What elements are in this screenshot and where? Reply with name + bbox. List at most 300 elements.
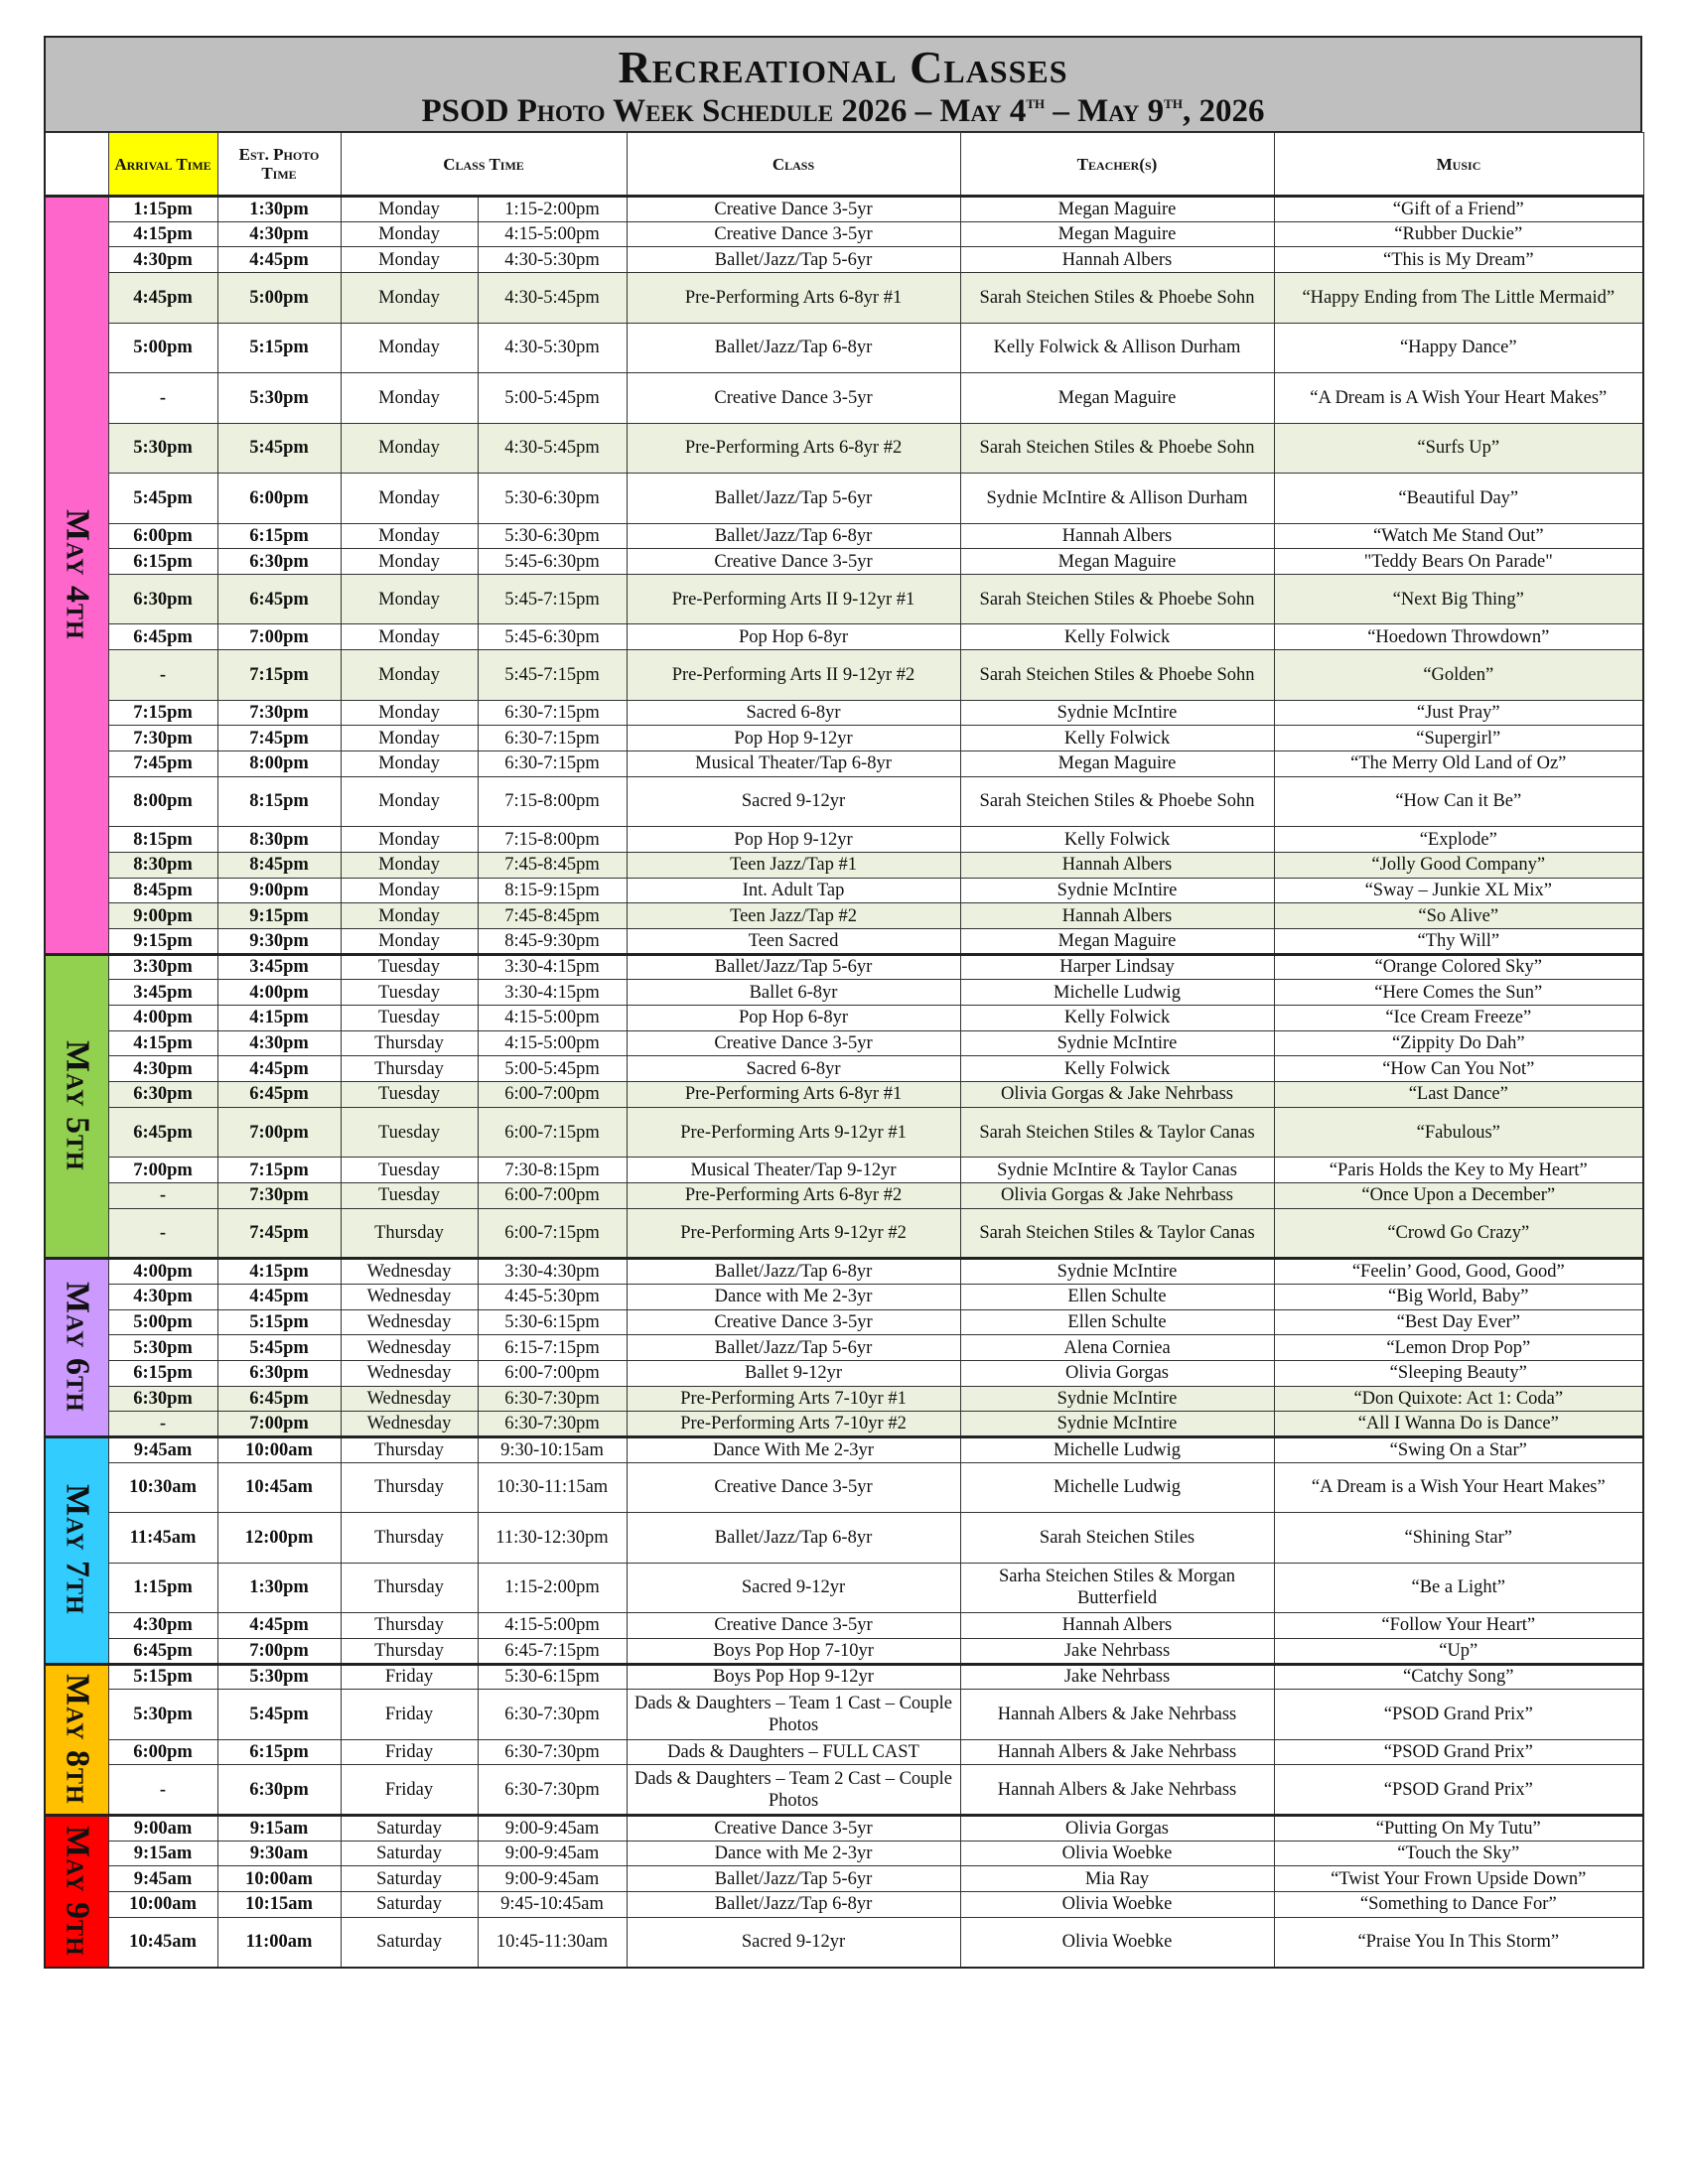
arrival-time-cell: - [108,1208,217,1259]
music-cell: “Rubber Duckie” [1274,221,1643,247]
teacher-cell: Sydnie McIntire [960,700,1274,726]
table-row [45,624,1643,650]
class-name-cell: Pre-Performing Arts 6-8yr #2 [627,1182,960,1208]
arrival-time-cell: 4:00pm [108,1006,217,1031]
weekday-cell: Thursday [341,1563,478,1613]
arrival-time-cell: 6:30pm [108,1082,217,1108]
music-cell: “Follow Your Heart” [1274,1613,1643,1639]
teacher-cell: Sydnie McIntire [960,878,1274,903]
music-cell: “The Merry Old Land of Oz” [1274,751,1643,777]
weekday-cell: Friday [341,1664,478,1690]
class-time-cell: 1:15-2:00pm [478,197,627,222]
photo-time-cell: 8:15pm [217,776,341,827]
photo-time-cell: 6:45pm [217,574,341,624]
table-row [45,1891,1643,1917]
table-row [45,1006,1643,1031]
arrival-time-cell: 9:00am [108,1815,217,1841]
table-row [45,1513,1643,1564]
weekday-cell: Wednesday [341,1386,478,1412]
weekday-cell: Saturday [341,1891,478,1917]
class-time-cell: 5:00-5:45pm [478,373,627,424]
table-row [45,954,1643,980]
photo-time-cell: 4:45pm [217,1284,341,1309]
photo-time-cell: 4:15pm [217,1259,341,1285]
teacher-cell: Hannah Albers & Jake Nehrbass [960,1690,1274,1740]
photo-time-cell: 7:45pm [217,1208,341,1259]
table-row [45,373,1643,424]
teacher-cell: Sarah Steichen Stiles & Phoebe Sohn [960,423,1274,474]
teacher-cell: Hannah Albers [960,523,1274,549]
weekday-cell: Tuesday [341,1006,478,1031]
music-cell: “Happy Dance” [1274,323,1643,373]
arrival-time-cell: 4:30pm [108,247,217,273]
class-name-cell: Pre-Performing Arts II 9-12yr #1 [627,574,960,624]
class-time-cell: 9:30-10:15am [478,1436,627,1462]
arrival-time-cell: 6:45pm [108,1638,217,1664]
header-class-time: Class Time [341,133,627,197]
class-time-cell: 5:45-7:15pm [478,650,627,701]
music-cell: “Last Dance” [1274,1082,1643,1108]
teacher-cell: Sydnie McIntire & Allison Durham [960,474,1274,524]
music-cell: “Sleeping Beauty” [1274,1360,1643,1386]
table-row [45,1208,1643,1259]
header-arrival-time: Arrival Time [108,133,217,197]
teacher-cell: Megan Maguire [960,373,1274,424]
music-cell: “How Can it Be” [1274,776,1643,827]
class-time-cell: 5:30-6:30pm [478,474,627,524]
music-cell: “Explode” [1274,827,1643,853]
teacher-cell: Megan Maguire [960,221,1274,247]
photo-time-cell: 7:30pm [217,700,341,726]
music-cell: “Twist Your Frown Upside Down” [1274,1866,1643,1892]
page-title: Recreational Classes [618,42,1068,92]
class-name-cell: Ballet 6-8yr [627,980,960,1006]
music-cell: “Praise You In This Storm” [1274,1917,1643,1968]
class-time-cell: 5:30-6:30pm [478,523,627,549]
table-row [45,1462,1643,1513]
music-cell: “Big World, Baby” [1274,1284,1643,1309]
table-row [45,1030,1643,1056]
arrival-time-cell: 5:15pm [108,1664,217,1690]
class-name-cell: Ballet/Jazz/Tap 6-8yr [627,523,960,549]
class-name-cell: Teen Jazz/Tap #2 [627,903,960,929]
weekday-cell: Monday [341,726,478,751]
table-row [45,221,1643,247]
arrival-time-cell: 4:15pm [108,221,217,247]
class-time-cell: 5:45-6:30pm [478,624,627,650]
photo-time-cell: 4:15pm [217,1006,341,1031]
weekday-cell: Thursday [341,1056,478,1082]
teacher-cell: Mia Ray [960,1866,1274,1892]
table-row [45,1360,1643,1386]
weekday-cell: Saturday [341,1866,478,1892]
header-teachers: Teacher(s) [960,133,1274,197]
weekday-cell: Monday [341,474,478,524]
arrival-time-cell: 6:45pm [108,624,217,650]
arrival-time-cell: 8:45pm [108,878,217,903]
music-cell: “Supergirl” [1274,726,1643,751]
class-time-cell: 6:30-7:30pm [478,1765,627,1816]
music-cell: “Touch the Sky” [1274,1841,1643,1866]
subtitle-sup-2: th [1164,92,1183,112]
photo-time-cell: 5:00pm [217,273,341,324]
arrival-time-cell: 1:15pm [108,197,217,222]
music-cell: “Best Day Ever” [1274,1309,1643,1335]
class-name-cell: Creative Dance 3-5yr [627,1030,960,1056]
photo-time-cell: 9:30pm [217,928,341,954]
table-row [45,776,1643,827]
music-cell: “Happy Ending from The Little Mermaid” [1274,273,1643,324]
table-row [45,323,1643,373]
music-cell: “Zippity Do Dah” [1274,1030,1643,1056]
class-time-cell: 5:45-6:30pm [478,549,627,575]
arrival-time-cell: 7:15pm [108,700,217,726]
photo-time-cell: 5:45pm [217,423,341,474]
class-time-cell: 8:45-9:30pm [478,928,627,954]
table-row [45,1309,1643,1335]
music-cell: “Fabulous” [1274,1107,1643,1158]
arrival-time-cell: 7:30pm [108,726,217,751]
teacher-cell: Kelly Folwick [960,1056,1274,1082]
arrival-time-cell: 4:30pm [108,1613,217,1639]
table-row [45,574,1643,624]
class-time-cell: 6:45-7:15pm [478,1638,627,1664]
arrival-time-cell: 10:45am [108,1917,217,1968]
weekday-cell: Monday [341,928,478,954]
music-cell: “Lemon Drop Pop” [1274,1335,1643,1361]
day-label-cell [45,1664,108,1815]
arrival-time-cell: 7:00pm [108,1158,217,1183]
weekday-cell: Tuesday [341,1082,478,1108]
music-cell: “Ice Cream Freeze” [1274,1006,1643,1031]
teacher-cell: Sydnie McIntire [960,1386,1274,1412]
photo-time-cell: 6:30pm [217,1360,341,1386]
class-time-cell: 6:30-7:15pm [478,726,627,751]
photo-time-cell: 5:45pm [217,1335,341,1361]
teacher-cell: Alena Corniea [960,1335,1274,1361]
class-time-cell: 11:30-12:30pm [478,1513,627,1564]
music-cell: “This is My Dream” [1274,247,1643,273]
arrival-time-cell: 9:45am [108,1866,217,1892]
music-cell: “Once Upon a December” [1274,1182,1643,1208]
music-cell: “PSOD Grand Prix” [1274,1739,1643,1765]
title-banner [44,36,1642,132]
class-name-cell: Ballet/Jazz/Tap 6-8yr [627,1891,960,1917]
photo-time-cell: 7:00pm [217,1107,341,1158]
table-row [45,1107,1643,1158]
weekday-cell: Monday [341,273,478,324]
class-name-cell: Teen Jazz/Tap #1 [627,852,960,878]
class-name-cell: Int. Adult Tap [627,878,960,903]
arrival-time-cell: 10:30am [108,1462,217,1513]
music-cell: “PSOD Grand Prix” [1274,1765,1643,1816]
class-name-cell: Sacred 9-12yr [627,776,960,827]
table-row [45,1386,1643,1412]
teacher-cell: Kelly Folwick [960,726,1274,751]
arrival-time-cell: 8:30pm [108,852,217,878]
photo-time-cell: 4:45pm [217,1056,341,1082]
table-row [45,197,1643,222]
arrival-time-cell: 4:15pm [108,1030,217,1056]
day-label-cell [45,1436,108,1664]
photo-time-cell: 9:15pm [217,903,341,929]
table-row [45,827,1643,853]
music-cell: “Don Quixote: Act 1: Coda” [1274,1386,1643,1412]
class-name-cell: Dads & Daughters – FULL CAST [627,1739,960,1765]
schedule-table [44,132,1644,1969]
class-time-cell: 4:30-5:45pm [478,423,627,474]
class-name-cell: Creative Dance 3-5yr [627,549,960,575]
table-row [45,1259,1643,1285]
music-cell: “A Dream is A Wish Your Heart Makes” [1274,373,1643,424]
table-row [45,1412,1643,1437]
arrival-time-cell: 5:00pm [108,323,217,373]
weekday-cell: Monday [341,373,478,424]
class-time-cell: 5:00-5:45pm [478,1056,627,1082]
weekday-cell: Thursday [341,1462,478,1513]
day-label-cell [45,1815,108,1967]
weekday-cell: Monday [341,624,478,650]
arrival-time-cell: - [108,1182,217,1208]
photo-time-cell: 5:30pm [217,1664,341,1690]
weekday-cell: Saturday [341,1917,478,1968]
music-cell: “PSOD Grand Prix” [1274,1690,1643,1740]
class-name-cell: Pre-Performing Arts 9-12yr #1 [627,1107,960,1158]
photo-time-cell: 1:30pm [217,197,341,222]
music-cell: “A Dream is a Wish Your Heart Makes” [1274,1462,1643,1513]
class-name-cell: Sacred 9-12yr [627,1917,960,1968]
photo-time-cell: 1:30pm [217,1563,341,1613]
class-name-cell: Ballet/Jazz/Tap 5-6yr [627,954,960,980]
table-row [45,273,1643,324]
class-time-cell: 6:30-7:30pm [478,1386,627,1412]
day-label: May 6th [59,1282,96,1413]
arrival-time-cell: 9:45am [108,1436,217,1462]
photo-time-cell: 6:30pm [217,549,341,575]
table-row [45,1638,1643,1664]
weekday-cell: Monday [341,523,478,549]
arrival-time-cell: 6:15pm [108,549,217,575]
class-time-cell: 8:15-9:15pm [478,878,627,903]
table-row [45,523,1643,549]
teacher-cell: Olivia Gorgas & Jake Nehrbass [960,1082,1274,1108]
class-name-cell: Boys Pop Hop 7-10yr [627,1638,960,1664]
teacher-cell: Sarah Steichen Stiles & Phoebe Sohn [960,574,1274,624]
weekday-cell: Thursday [341,1030,478,1056]
class-time-cell: 6:00-7:00pm [478,1360,627,1386]
weekday-cell: Thursday [341,1513,478,1564]
day-label: May 5th [59,1040,96,1171]
photo-time-cell: 4:30pm [217,1030,341,1056]
photo-time-cell: 4:45pm [217,1613,341,1639]
class-time-cell: 6:00-7:00pm [478,1182,627,1208]
class-name-cell: Pre-Performing Arts 6-8yr #2 [627,423,960,474]
photo-time-cell: 8:00pm [217,751,341,777]
class-name-cell: Dance with Me 2-3yr [627,1841,960,1866]
teacher-cell: Hannah Albers [960,1613,1274,1639]
class-time-cell: 10:30-11:15am [478,1462,627,1513]
photo-time-cell: 8:45pm [217,852,341,878]
class-name-cell: Pre-Performing Arts 6-8yr #1 [627,273,960,324]
music-cell: “Watch Me Stand Out” [1274,523,1643,549]
class-time-cell: 4:30-5:30pm [478,323,627,373]
class-name-cell: Pre-Performing Arts 7-10yr #2 [627,1412,960,1437]
table-row [45,1866,1643,1892]
table-row [45,1056,1643,1082]
table-row [45,726,1643,751]
class-name-cell: Pop Hop 9-12yr [627,726,960,751]
arrival-time-cell: 4:30pm [108,1056,217,1082]
weekday-cell: Monday [341,903,478,929]
teacher-cell: Megan Maguire [960,751,1274,777]
weekday-cell: Wednesday [341,1259,478,1285]
day-label-cell [45,954,108,1259]
weekday-cell: Tuesday [341,1107,478,1158]
class-name-cell: Musical Theater/Tap 9-12yr [627,1158,960,1183]
table-row [45,1664,1643,1690]
teacher-cell: Hannah Albers [960,852,1274,878]
weekday-cell: Monday [341,221,478,247]
arrival-time-cell: 10:00am [108,1891,217,1917]
table-row [45,903,1643,929]
weekday-cell: Monday [341,247,478,273]
teacher-cell: Sarah Steichen Stiles & Phoebe Sohn [960,273,1274,324]
teacher-cell: Sydnie McIntire & Taylor Canas [960,1158,1274,1183]
weekday-cell: Monday [341,197,478,222]
teacher-cell: Kelly Folwick [960,827,1274,853]
teacher-cell: Kelly Folwick [960,1006,1274,1031]
teacher-cell: Olivia Gorgas & Jake Nehrbass [960,1182,1274,1208]
music-cell: “Sway – Junkie XL Mix” [1274,878,1643,903]
teacher-cell: Hannah Albers [960,247,1274,273]
day-label: May 4th [59,508,96,640]
weekday-cell: Friday [341,1739,478,1765]
teacher-cell: Olivia Woebke [960,1841,1274,1866]
table-row [45,1739,1643,1765]
arrival-time-cell: - [108,1765,217,1816]
teacher-cell: Hannah Albers & Jake Nehrbass [960,1739,1274,1765]
table-row [45,1841,1643,1866]
table-row [45,980,1643,1006]
arrival-time-cell: 8:15pm [108,827,217,853]
photo-time-cell: 6:45pm [217,1082,341,1108]
class-time-cell: 5:45-7:15pm [478,574,627,624]
table-row [45,1284,1643,1309]
class-time-cell: 3:30-4:30pm [478,1259,627,1285]
photo-time-cell: 7:00pm [217,624,341,650]
class-name-cell: Musical Theater/Tap 6-8yr [627,751,960,777]
photo-time-cell: 7:45pm [217,726,341,751]
arrival-time-cell: 5:45pm [108,474,217,524]
weekday-cell: Tuesday [341,1182,478,1208]
teacher-cell: Jake Nehrbass [960,1638,1274,1664]
table-row [45,474,1643,524]
teacher-cell: Michelle Ludwig [960,1462,1274,1513]
page-subtitle [46,93,1640,129]
arrival-time-cell: 6:45pm [108,1107,217,1158]
class-name-cell: Pre-Performing Arts 9-12yr #2 [627,1208,960,1259]
teacher-cell: Sarha Steichen Stiles & Morgan Butterfield [960,1563,1274,1613]
class-time-cell: 6:30-7:30pm [478,1690,627,1740]
arrival-time-cell: 9:15pm [108,928,217,954]
photo-time-cell: 6:00pm [217,474,341,524]
class-time-cell: 7:15-8:00pm [478,827,627,853]
subtitle-end: , 2026 [1182,93,1265,129]
class-time-cell: 10:45-11:30am [478,1917,627,1968]
class-name-cell: Creative Dance 3-5yr [627,221,960,247]
photo-time-cell: 3:45pm [217,954,341,980]
weekday-cell: Wednesday [341,1335,478,1361]
music-cell: “Golden” [1274,650,1643,701]
photo-time-cell: 5:30pm [217,373,341,424]
teacher-cell: Harper Lindsay [960,954,1274,980]
table-row [45,1335,1643,1361]
arrival-time-cell: 9:15am [108,1841,217,1866]
class-name-cell: Creative Dance 3-5yr [627,197,960,222]
class-name-cell: Creative Dance 3-5yr [627,1309,960,1335]
teacher-cell: Megan Maguire [960,549,1274,575]
music-cell: "Teddy Bears On Parade" [1274,549,1643,575]
teacher-cell: Megan Maguire [960,928,1274,954]
arrival-time-cell: 4:45pm [108,273,217,324]
weekday-cell: Monday [341,776,478,827]
class-time-cell: 6:30-7:30pm [478,1412,627,1437]
photo-time-cell: 4:45pm [217,247,341,273]
music-cell: “Jolly Good Company” [1274,852,1643,878]
header-class: Class [627,133,960,197]
table-row [45,1613,1643,1639]
photo-time-cell: 10:00am [217,1436,341,1462]
arrival-time-cell: 4:30pm [108,1284,217,1309]
photo-time-cell: 5:15pm [217,1309,341,1335]
weekday-cell: Monday [341,878,478,903]
music-cell: “Beautiful Day” [1274,474,1643,524]
teacher-cell: Michelle Ludwig [960,980,1274,1006]
class-name-cell: Creative Dance 3-5yr [627,373,960,424]
arrival-time-cell: 11:45am [108,1513,217,1564]
arrival-time-cell: - [108,1412,217,1437]
teacher-cell: Sarah Steichen Stiles & Phoebe Sohn [960,650,1274,701]
day-label: May 8th [59,1673,96,1805]
weekday-cell: Thursday [341,1436,478,1462]
arrival-time-cell: 3:30pm [108,954,217,980]
photo-time-cell: 9:30am [217,1841,341,1866]
table-row [45,1917,1643,1968]
class-name-cell: Ballet/Jazz/Tap 5-6yr [627,1335,960,1361]
music-cell: “Up” [1274,1638,1643,1664]
class-time-cell: 7:30-8:15pm [478,1158,627,1183]
photo-time-cell: 7:30pm [217,1182,341,1208]
arrival-time-cell: 8:00pm [108,776,217,827]
class-name-cell: Dance With Me 2-3yr [627,1436,960,1462]
class-name-cell: Ballet 9-12yr [627,1360,960,1386]
subtitle-mid: – May 9 [1045,93,1165,129]
class-time-cell: 9:00-9:45am [478,1841,627,1866]
class-name-cell: Teen Sacred [627,928,960,954]
weekday-cell: Wednesday [341,1284,478,1309]
music-cell: “Be a Light” [1274,1563,1643,1613]
class-name-cell: Boys Pop Hop 9-12yr [627,1664,960,1690]
teacher-cell: Ellen Schulte [960,1284,1274,1309]
weekday-cell: Saturday [341,1815,478,1841]
arrival-time-cell: 5:00pm [108,1309,217,1335]
teacher-cell: Sarah Steichen Stiles & Phoebe Sohn [960,776,1274,827]
table-row [45,852,1643,878]
table-row [45,1690,1643,1740]
schedule-body [45,197,1643,1968]
photo-time-cell: 12:00pm [217,1513,341,1564]
class-time-cell: 7:15-8:00pm [478,776,627,827]
